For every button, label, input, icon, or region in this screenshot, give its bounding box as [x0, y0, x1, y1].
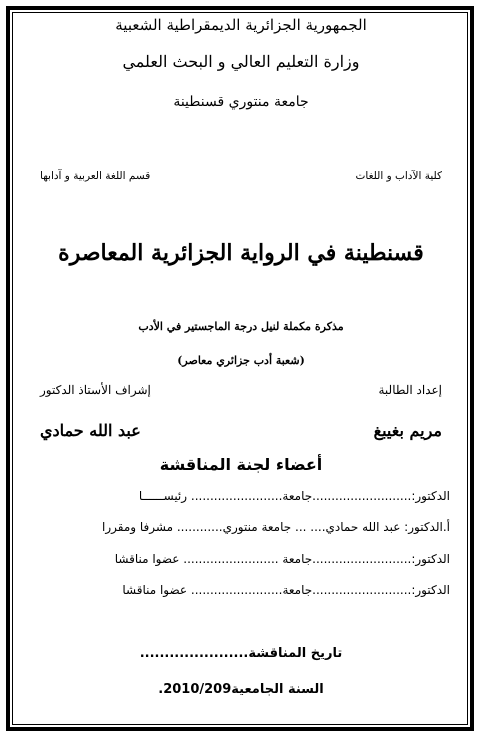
defense-date: تاريخ المناقشة......................	[139, 646, 343, 661]
faculty-label: كلية الآداب و اللغات	[355, 170, 442, 182]
committee-member-chair: الدكتور:..........................جامعة........................ رئيســــــا	[138, 489, 450, 503]
department-label: قسم اللغة العربية و آدابها	[40, 170, 151, 182]
inner-border	[12, 12, 468, 725]
academic-year: السنة الجامعية2010/209.	[158, 682, 324, 697]
prepared-by-label: إعداد الطالبة	[378, 383, 442, 397]
thesis-specialty: (شعبة أدب جزائري معاصر)	[177, 354, 305, 367]
thesis-subtitle: مذكرة مكملة لنيل درجة الماجستير في الأدب	[138, 320, 344, 333]
supervisor-name: عبد الله حمادي	[40, 421, 141, 440]
committee-member-supervisor: أ.الدكتور: عبد الله حمادي.... ... جامعة منتوري............ مشرفا ومقررا	[102, 520, 450, 534]
thesis-title: قسنطينة في الرواية الجزائرية المعاصرة	[58, 240, 424, 266]
ministry-heading: وزارة التعليم العالي و البحث العلمي	[122, 52, 360, 71]
committee-member-examiner-1: الدكتور:..........................جامعة ......................... عضوا مناقشا	[114, 552, 450, 566]
committee-member-examiner-2: الدكتور:..........................جامعة........................ عضوا مناقشا	[122, 583, 450, 597]
supervised-by-label: إشراف الأستاذ الدكتور	[40, 383, 151, 397]
student-name: مريم بغيبغ	[373, 421, 442, 440]
university-heading: جامعة منتوري قسنطينة	[173, 94, 309, 110]
committee-heading: أعضاء لجنة المناقشة	[159, 455, 323, 474]
republic-heading: الجمهورية الجزائرية الديمقراطية الشعبية	[115, 16, 367, 34]
